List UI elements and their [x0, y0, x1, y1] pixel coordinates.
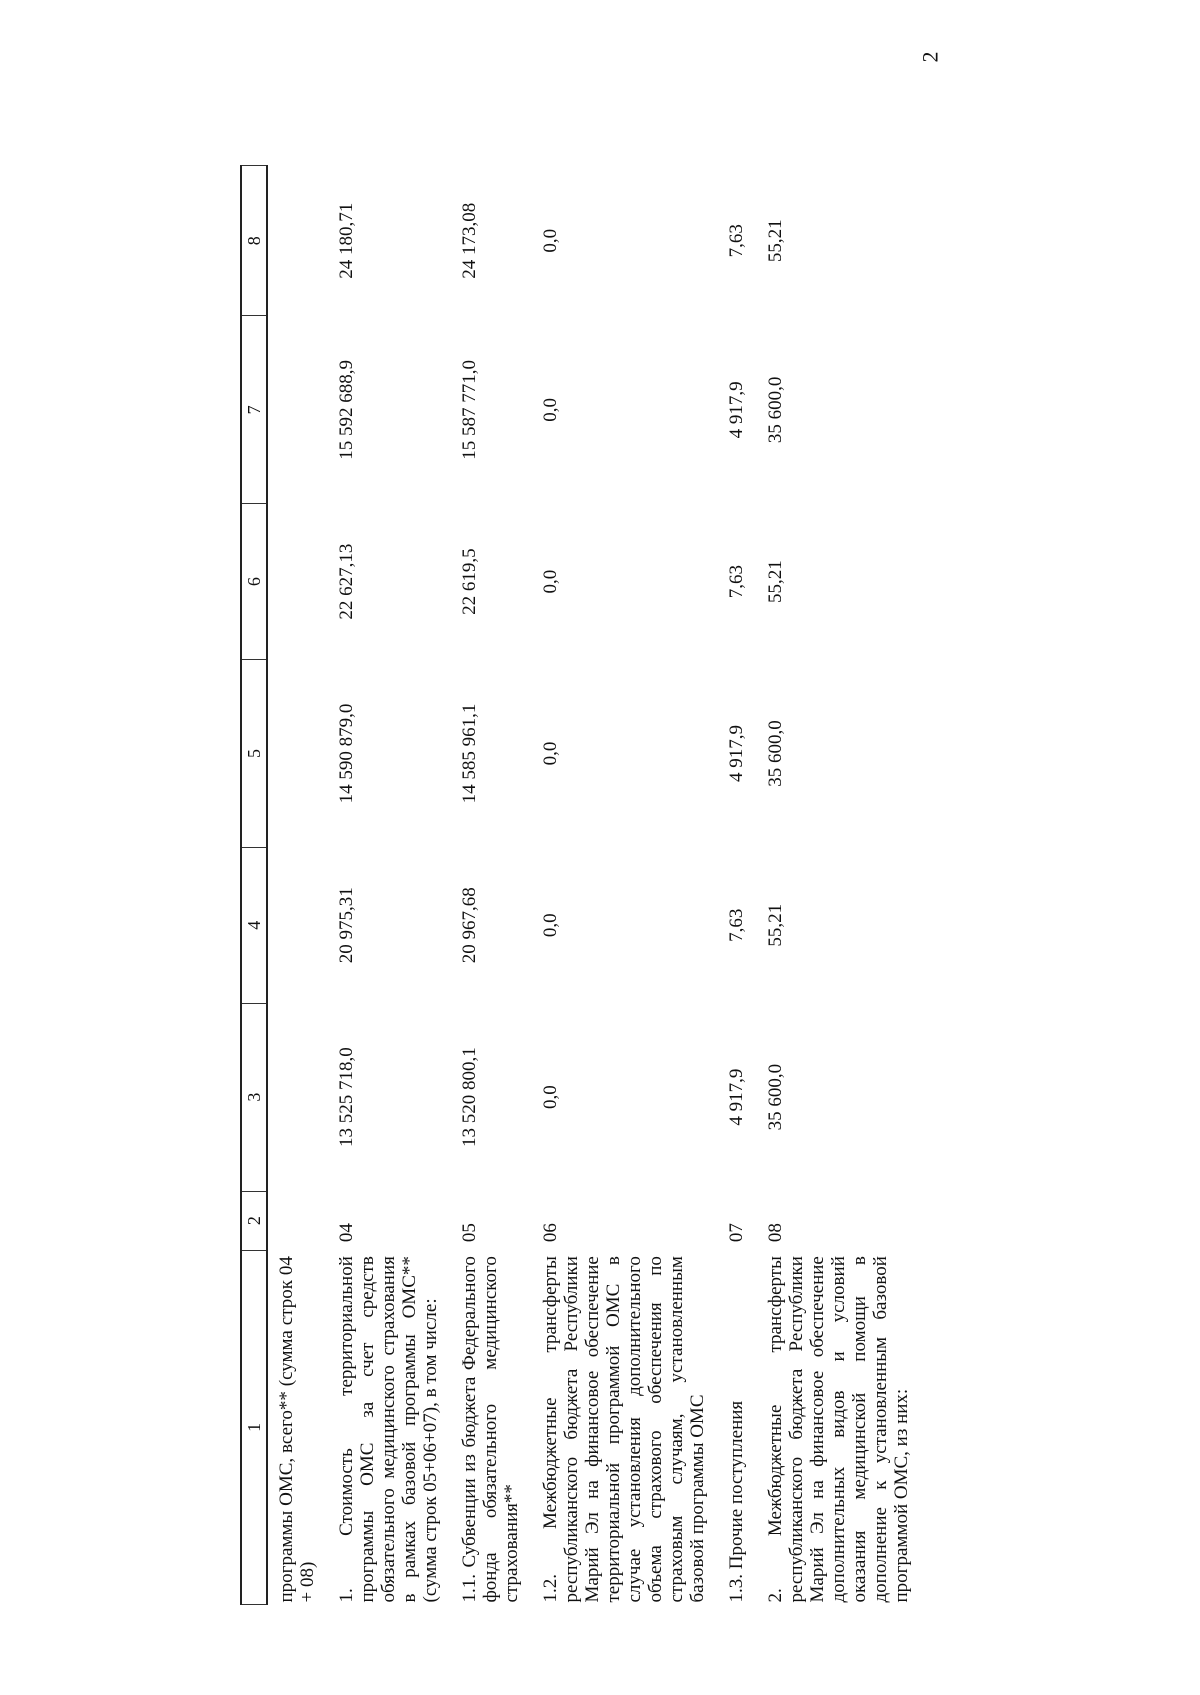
column-header-5: 5 — [241, 660, 267, 848]
row-label: 1.1. Субвенции из бюджета Федерального фонда обязательного медицинского страхования** — [459, 1256, 522, 1603]
cell-col7 — [267, 316, 328, 504]
column-header-4: 4 — [241, 847, 267, 1003]
table-row — [718, 166, 757, 1605]
table-row — [757, 166, 922, 1605]
cell-col4: 7,63 — [726, 908, 747, 942]
cell-col5: 14 590 879,0 — [336, 703, 357, 804]
cell-col4: 20 967,68 — [459, 887, 480, 964]
cell-col3 — [267, 1003, 328, 1191]
row-code: 05 — [459, 1223, 480, 1243]
column-header-1: 1 — [241, 1250, 267, 1604]
cell-col8: 7,63 — [726, 224, 747, 258]
cell-col6: 22 627,13 — [336, 543, 357, 620]
cell-col5 — [267, 660, 328, 848]
cell-col8: 24 173,08 — [459, 202, 480, 279]
table-row — [532, 166, 718, 1605]
cell-col8: 55,21 — [765, 219, 786, 263]
cell-col4: 20 975,31 — [336, 887, 357, 964]
column-header-8: 8 — [241, 166, 267, 316]
row-label: программы ОМС, всего** (сумма строк 04 + 08) — [276, 1256, 318, 1603]
cell-col7: 15 587 771,0 — [459, 359, 480, 460]
page-number: 2 — [917, 51, 943, 63]
budget-table — [240, 165, 922, 1605]
cell-col7: 15 592 688,9 — [336, 359, 357, 460]
table-row — [267, 166, 328, 1605]
row-code: 08 — [765, 1223, 786, 1243]
cell-col8: 24 180,71 — [336, 202, 357, 279]
column-header-3: 3 — [241, 1003, 267, 1191]
row-label: 1.3. Прочие поступления — [726, 1400, 747, 1603]
cell-col4: 0,0 — [540, 913, 561, 938]
table-row — [451, 166, 532, 1605]
column-header-7: 7 — [241, 316, 267, 504]
cell-col3: 0,0 — [540, 1085, 561, 1109]
cell-col7: 35 600,0 — [765, 376, 786, 444]
cell-col7: 0,0 — [540, 397, 561, 422]
row-code: 07 — [726, 1223, 747, 1243]
cell-col6: 22 619,5 — [459, 548, 480, 615]
row-code: 06 — [540, 1223, 561, 1243]
cell-col5: 0,0 — [540, 741, 561, 766]
cell-col6: 7,63 — [726, 565, 747, 599]
row-label: 1.2. Межбюджетные трансферты республиканского бюджета Республики Марий Эл на финансовое обеспечение территориальной программой ОМС в случае установления дополнительного объема страхового обеспечения по страховым случаям, установленным базовой программы ОМС — [540, 1256, 708, 1603]
cell-col5: 14 585 961,1 — [459, 703, 480, 804]
cell-col5: 35 600,0 — [765, 720, 786, 787]
cell-col3: 35 600,0 — [765, 1063, 786, 1131]
table-row — [328, 166, 451, 1605]
cell-col6 — [267, 504, 328, 660]
cell-col3: 4 917,9 — [726, 1068, 747, 1126]
column-header-2: 2 — [241, 1191, 267, 1250]
cell-col6: 0,0 — [540, 569, 561, 594]
cell-col7: 4 917,9 — [726, 381, 747, 439]
cell-col8 — [267, 166, 328, 316]
row-label: 2. Межбюджетные трансферты республиканского бюджета Республики Марий Эл на финансовое обеспечение дополнительных видов и условий оказания медицинской помощи в дополнение к установленным базовой программой ОМС, из них: — [765, 1256, 912, 1603]
row-code — [267, 1191, 328, 1250]
cell-col6: 55,21 — [765, 560, 786, 604]
cell-col8: 0,0 — [540, 228, 561, 253]
column-header-6: 6 — [241, 504, 267, 660]
cell-col3: 13 525 718,0 — [336, 1047, 357, 1147]
rotated-page — [240, 105, 1100, 1605]
cell-col3: 13 520 800,1 — [459, 1047, 480, 1147]
cell-col4: 55,21 — [765, 903, 786, 947]
header-row — [241, 166, 267, 1605]
row-code: 04 — [336, 1223, 357, 1243]
cell-col5: 4 917,9 — [726, 724, 747, 782]
row-label: 1. Стоимость территориальной программы ОМС за счет средств обязательного медицинского страхования в рамках базовой программы ОМС** (сумма строк 05+06+07), в том числе: — [336, 1256, 441, 1603]
cell-col4 — [267, 847, 328, 1003]
